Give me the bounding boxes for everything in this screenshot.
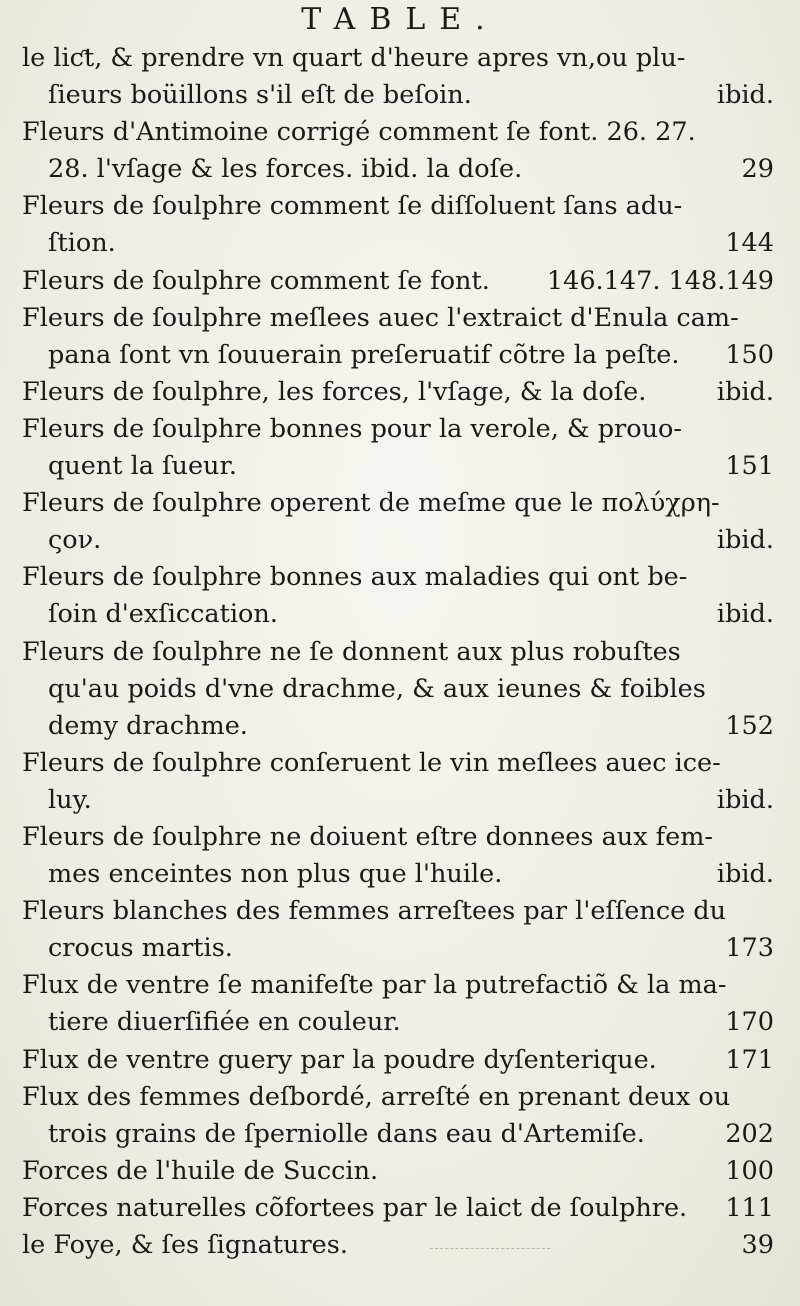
entry-text: Forces de l'huile de Succin. xyxy=(22,1155,379,1186)
entry-line xyxy=(22,782,774,819)
entry-text: 28. l'vſage & les forces. ibid. la doſe. xyxy=(48,154,523,185)
entry-line xyxy=(22,634,774,671)
entry-text: Flux des femmes deſbordé, arreſté en prenant deux ou xyxy=(22,1081,731,1112)
entry-text: demy drachme. xyxy=(48,710,248,741)
entry-line xyxy=(22,411,774,448)
entry-text: Fleurs de ſoulphre ne doiuent eſtre donnees aux fem- xyxy=(22,821,714,852)
index-entry xyxy=(22,263,774,300)
index-entry xyxy=(22,485,774,559)
entry-line xyxy=(22,40,774,77)
entry-text: Forces naturelles cõfortees par le laict de ſoulphre. xyxy=(22,1192,688,1223)
page-reference: ibid. xyxy=(716,376,774,407)
entry-line xyxy=(22,448,774,485)
entry-line xyxy=(22,1227,774,1264)
entry-text: mes enceintes non plus que l'huile. xyxy=(48,859,503,890)
page-reference: 29 xyxy=(741,154,774,185)
entry-text: ςον. xyxy=(48,525,102,556)
entry-line xyxy=(22,1004,774,1041)
entry-text: luy. xyxy=(48,784,92,815)
entry-line xyxy=(22,1042,774,1079)
entry-line xyxy=(22,708,774,745)
index-entry xyxy=(22,634,774,745)
entry-line xyxy=(22,485,774,522)
entry-text: Fleurs de ſoulphre bonnes pour la verole, & prouo- xyxy=(22,413,682,444)
entry-text: pana ſont vn ſouuerain preſeruatif cõtre la peſte. xyxy=(48,339,680,370)
entry-text: tiere diuerſifiée en couleur. xyxy=(48,1007,401,1038)
entry-text: qu'au poids d'vne drachme, & aux ieunes & foibles xyxy=(48,673,706,704)
entry-line xyxy=(22,522,774,559)
index-entries xyxy=(22,40,774,1264)
entry-text: Fleurs de ſoulphre, les forces, l'vſage, & la doſe. xyxy=(22,376,647,407)
entry-text: Fleurs de ſoulphre bonnes aux maladies qui ont be- xyxy=(22,562,688,593)
index-entry xyxy=(22,745,774,819)
index-entry xyxy=(22,1227,774,1264)
entry-line xyxy=(22,151,774,188)
entry-line xyxy=(22,671,774,708)
entry-text: Fleurs de ſoulphre conſeruent le vin meſlees auec ice- xyxy=(22,747,721,778)
entry-line xyxy=(22,300,774,337)
page-reference: 150 xyxy=(725,339,774,370)
entry-line xyxy=(22,374,774,411)
entry-text: Fleurs de ſoulphre meſlees auec l'extraict d'Enula cam- xyxy=(22,302,739,333)
index-entry xyxy=(22,411,774,485)
entry-text: Fleurs de ſoulphre operent de meſme que le πολύχρη- xyxy=(22,488,720,519)
index-entry xyxy=(22,300,774,374)
index-entry xyxy=(22,893,774,967)
entry-text: ſtion. xyxy=(48,228,116,259)
index-entry xyxy=(22,559,774,633)
page-reference: 170 xyxy=(725,1007,774,1038)
index-entry xyxy=(22,374,774,411)
index-entry xyxy=(22,1042,774,1079)
page-reference: 111 xyxy=(725,1192,774,1223)
entry-text: trois grains de ſperniolle dans eau d'Artemiſe. xyxy=(48,1118,645,1149)
index-entry xyxy=(22,114,774,188)
index-entry xyxy=(22,967,774,1041)
page-reference: ibid. xyxy=(716,859,774,890)
entry-text: Fleurs de ſoulphre comment ſe font. xyxy=(22,265,490,296)
page-reference: 151 xyxy=(725,451,774,482)
index-entry xyxy=(22,1153,774,1190)
page-reference: ibid. xyxy=(716,784,774,815)
entry-line xyxy=(22,596,774,633)
page-reference: 144 xyxy=(725,228,774,259)
page-reference: ibid. xyxy=(716,80,774,111)
page-reference: 202 xyxy=(725,1118,774,1149)
entry-line xyxy=(22,745,774,782)
entry-text: Fleurs de ſoulphre ne ſe donnent aux plus robuſtes xyxy=(22,636,681,667)
page-header: TABLE. xyxy=(301,2,499,37)
page-reference: ibid. xyxy=(716,599,774,630)
entry-text: Fleurs de ſoulphre comment ſe diſſoluent ſans adu- xyxy=(22,191,683,222)
entry-line xyxy=(22,188,774,225)
page-reference: 171 xyxy=(725,1044,774,1075)
entry-line xyxy=(22,114,774,151)
entry-text: Fleurs blanches des femmes arreſtees par l'eſſence du xyxy=(22,896,727,927)
entry-line xyxy=(22,263,774,300)
index-entry xyxy=(22,40,774,114)
entry-line xyxy=(22,856,774,893)
index-entry xyxy=(22,819,774,893)
entry-text: le Foye, & ſes ſignatures. xyxy=(22,1230,348,1260)
page-reference: 39 xyxy=(741,1230,774,1260)
page-reference: 173 xyxy=(725,933,774,964)
entry-text: Fleurs d'Antimoine corrigé comment ſe font. 26. 27. xyxy=(22,117,696,148)
entry-text: le liƈt, & prendre vn quart d'heure apres vn,ou plu- xyxy=(22,43,686,73)
entry-line xyxy=(22,819,774,856)
entry-line xyxy=(22,1116,774,1153)
entry-line xyxy=(22,225,774,262)
entry-line xyxy=(22,559,774,596)
page-reference: 152 xyxy=(725,710,774,741)
entry-line xyxy=(22,930,774,967)
entry-text: ſoin d'exſiccation. xyxy=(48,599,278,630)
index-entry xyxy=(22,1190,774,1227)
entry-line xyxy=(22,893,774,930)
entry-line xyxy=(22,967,774,1004)
entry-line xyxy=(22,337,774,374)
entry-text: crocus martis. xyxy=(48,933,233,964)
entry-text: Flux de ventre guery par la poudre dyſenterique. xyxy=(22,1044,657,1075)
entry-text: Flux de ventre ſe manifeſte par la putrefactiõ & la ma- xyxy=(22,970,727,1001)
index-entry xyxy=(22,1079,774,1153)
footer-rule xyxy=(430,1248,550,1249)
entry-line xyxy=(22,77,774,114)
entry-text: quent la ſueur. xyxy=(48,451,237,482)
page-reference: 100 xyxy=(725,1155,774,1186)
entry-text: ſieurs boüillons s'il eſt de beſoin. xyxy=(48,80,472,111)
entry-line xyxy=(22,1190,774,1227)
entry-line xyxy=(22,1079,774,1116)
entry-line xyxy=(22,1153,774,1190)
page-reference: ibid. xyxy=(716,525,774,556)
page-reference: 146.147. 148.149 xyxy=(546,265,774,296)
index-entry xyxy=(22,188,774,262)
